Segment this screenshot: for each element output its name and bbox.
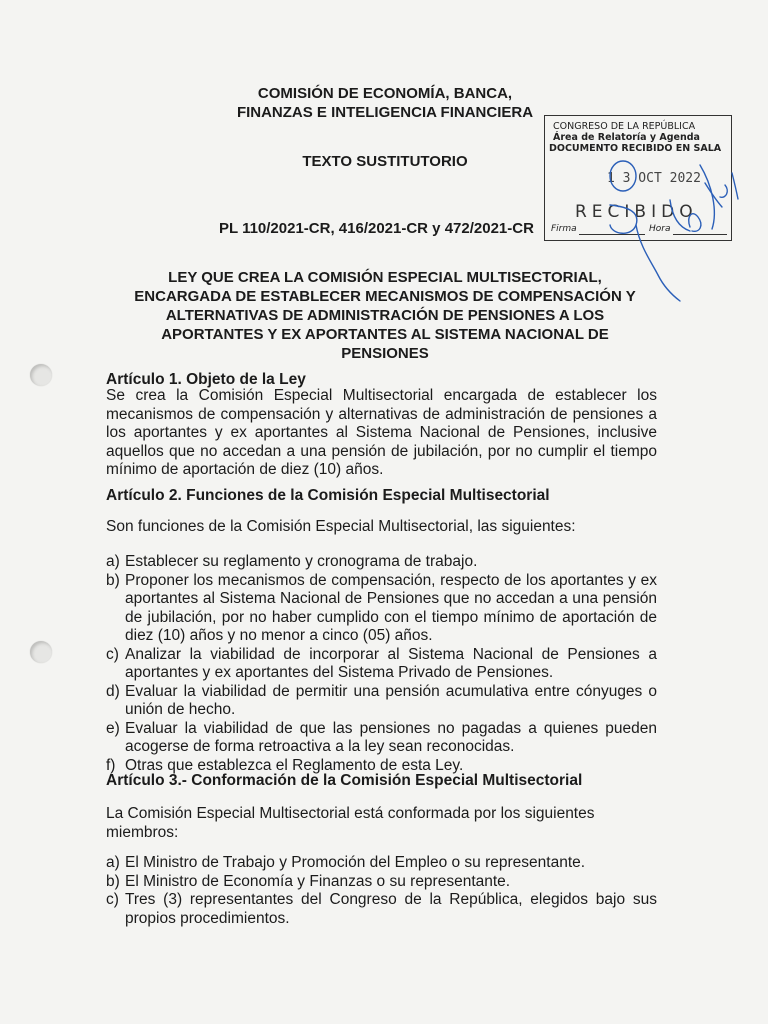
bill-numbers: PL 110/2021-CR, 416/2021-CR y 472/2021-CR: [219, 220, 534, 237]
article-2-title: Artículo 2. Funciones de la Comisión Especial Multisectorial: [106, 487, 550, 504]
list-item: [106, 720, 657, 757]
list-item-text: Otras que establezca el Reglamento de esta Ley.: [125, 756, 464, 774]
list-item-text: Analizar la viabilidad de incorporar al Sistema Nacional de Pensiones a aportantes y ex aportantes del Sistema Privado de Pensiones.: [125, 645, 657, 681]
list-item-text: Tres (3) representantes del Congreso de la República, elegidos bajo sus propios procedimientos.: [125, 891, 657, 927]
committee-header: [190, 84, 580, 122]
list-item-text: El Ministro de Economía y Finanzas o su representante.: [125, 872, 511, 890]
list-item: [106, 553, 657, 572]
list-item-text: Evaluar la viabilidad de permitir una pensión acumulativa entre cónyuges o unión de hecho.: [125, 682, 657, 718]
article-2-intro: Son funciones de la Comisión Especial Multisectorial, las siguientes:: [106, 518, 576, 535]
law-title-line-4: APORTANTES Y EX APORTANTES AL SISTEMA NACIONAL DE: [161, 326, 609, 343]
stamp-firma-label: Firma: [551, 224, 577, 234]
committee-line-1: COMISIÓN DE ECONOMÍA, BANCA,: [257, 85, 513, 102]
list-marker: b): [106, 571, 120, 589]
list-item-text: Establecer su reglamento y cronograma de trabajo.: [125, 553, 478, 570]
article-3-intro: La Comisión Especial Multisectorial está conformada por los siguientes miembros:: [106, 805, 595, 841]
list-item-text: Evaluar la viabilidad de que las pensiones no pagadas a quienes pueden acogerse de forma retroactiva a la ley sean reconocidas.: [125, 719, 657, 755]
document-subtitle: TEXTO SUSTITUTORIO: [302, 153, 468, 170]
list-marker: c): [106, 891, 119, 908]
stamp-line-3: DOCUMENTO RECIBIDO EN SALA: [549, 143, 722, 154]
list-item: [106, 873, 657, 892]
law-title-line-1: LEY QUE CREA LA COMISIÓN ESPECIAL MULTISECTORIAL,: [168, 269, 602, 286]
list-marker: f): [106, 756, 116, 774]
list-marker: e): [106, 719, 120, 737]
article-2-list: [106, 553, 657, 775]
list-marker: d): [106, 682, 120, 700]
article-3-list: [106, 854, 657, 928]
law-title-line-3: ALTERNATIVAS DE ADMINISTRACIÓN DE PENSIONES A LOS: [165, 307, 605, 324]
stamp-hora-label: Hora: [649, 224, 671, 234]
stamp-line-1: CONGRESO DE LA REPÚBLICA: [553, 121, 696, 132]
list-item-text: Proponer los mecanismos de compensación, respecto de los aportantes y ex aportantes al Sistema Nacional de Pensiones que no accedan a una pensión de jubilación, por no haber cumplido con el tiempo mínimo de aportación de diez (10) años y no menor a cinco (05) años.: [125, 571, 657, 644]
committee-line-2: FINANZAS E INTELIGENCIA FINANCIERA: [236, 104, 534, 121]
list-item-text: El Ministro de Trabajo y Promoción del Empleo o su representante.: [125, 854, 586, 871]
list-item: [106, 646, 657, 683]
article-1-title: Artículo 1. Objeto de la Ley: [106, 371, 306, 388]
list-marker: b): [106, 872, 120, 890]
list-item: [106, 572, 657, 646]
list-marker: c): [106, 645, 119, 663]
article-1-text: Se crea la Comisión Especial Multisectorial encargada de establecer los mecanismos de compensación y alternativas de administración de pensiones a los aportantes y ex aportantes al Sistema Nacional de Pensiones, inclusive aquellos que no accedan a una pensión de jubilación, por no cumplir el tiempo mínimo de aportación de diez (10) años.: [106, 387, 657, 478]
list-item: [106, 854, 657, 873]
law-title-line-2: ENCARGADA DE ESTABLECER MECANISMOS DE COMPENSACIÓN Y: [134, 288, 636, 305]
list-marker: a): [106, 854, 120, 871]
list-item: [106, 891, 657, 928]
stamp-date: 1 3 OCT 2022: [607, 171, 701, 186]
list-marker: a): [106, 553, 120, 570]
stamp-line-2: Área de Relatoría y Agenda: [553, 132, 700, 143]
list-item: [106, 683, 657, 720]
punch-hole-bottom: [30, 641, 52, 663]
article-3-title: Artículo 3.- Conformación de la Comisión Especial Multisectorial: [106, 772, 583, 789]
law-title: [100, 268, 670, 363]
punch-hole-top: [30, 364, 52, 386]
stamp-received: RECIBIDO: [575, 202, 698, 222]
law-title-line-5: PENSIONES: [341, 345, 429, 362]
